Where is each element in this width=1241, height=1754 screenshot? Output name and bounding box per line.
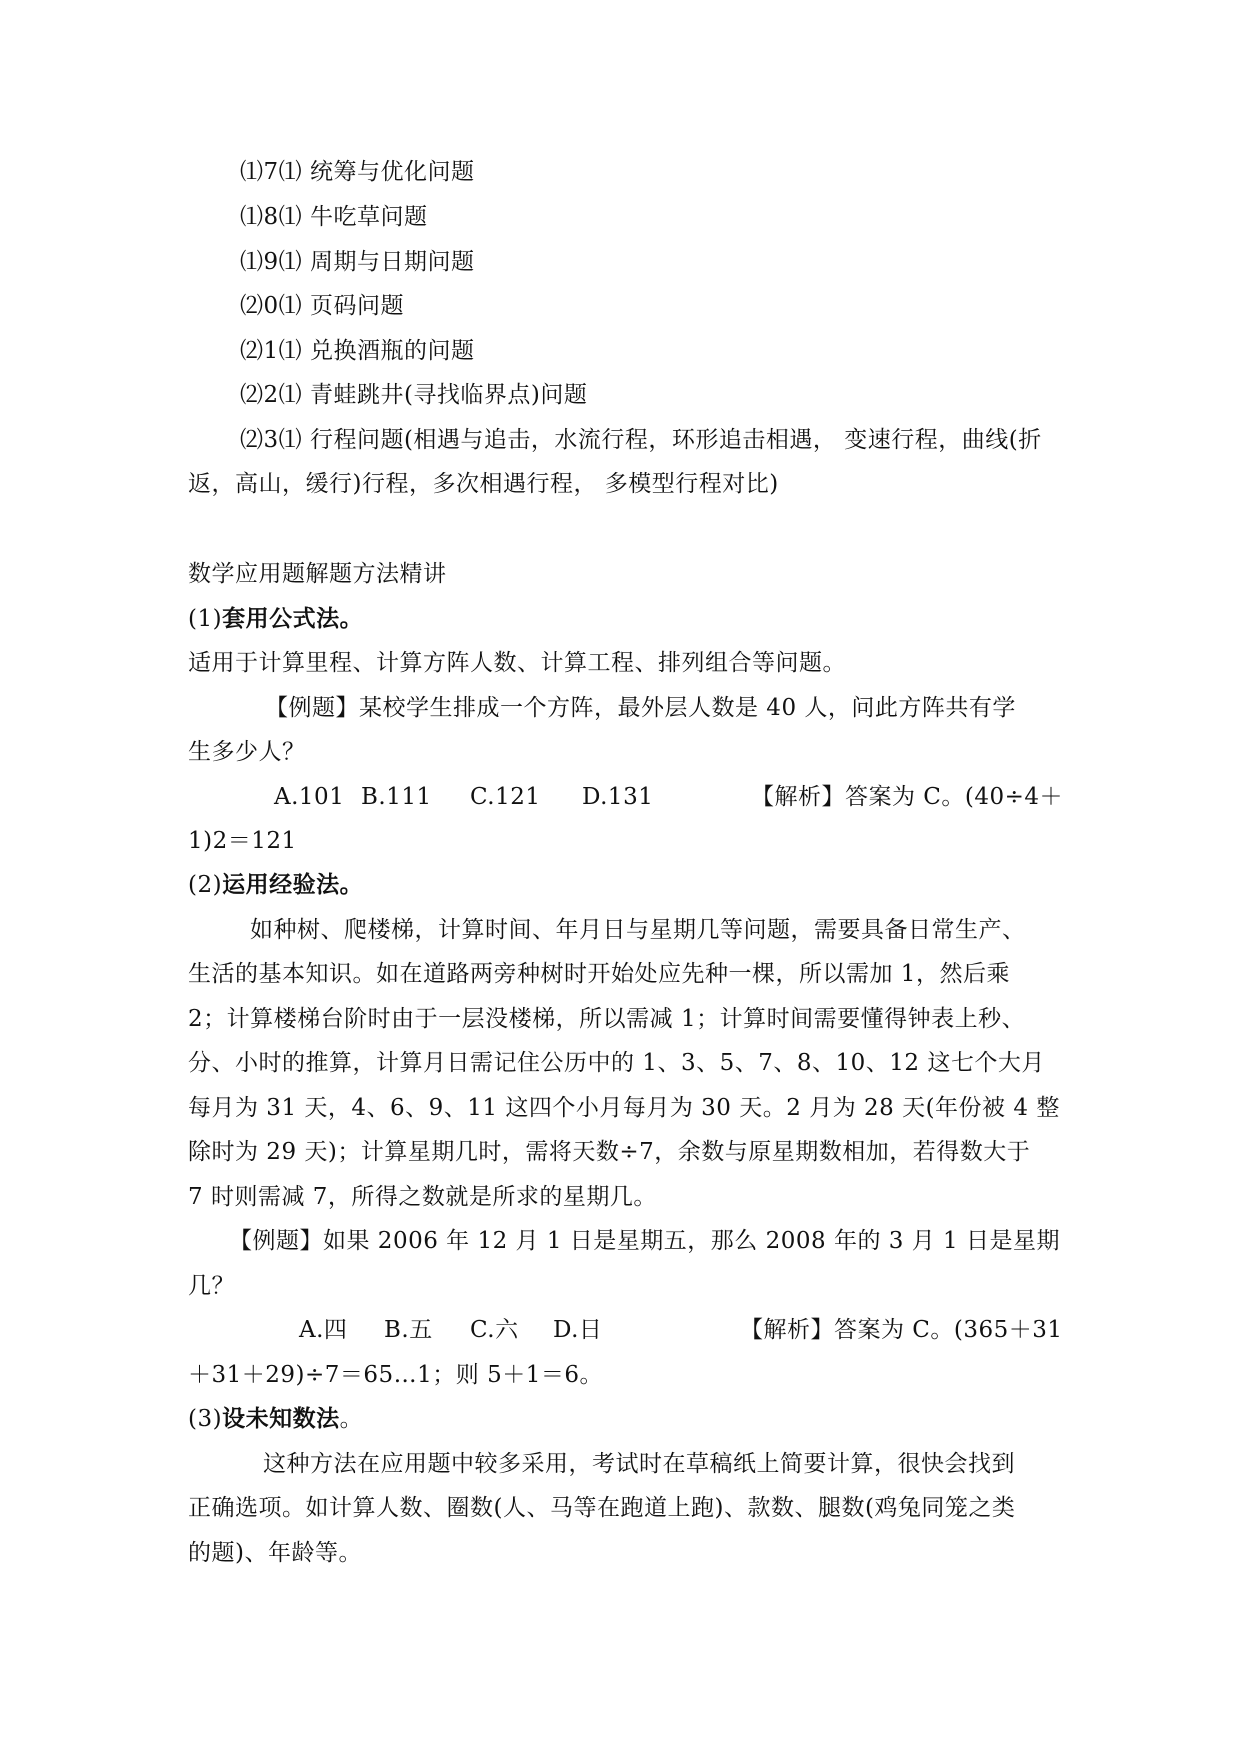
section-title: 数学应用题解题方法精讲: [188, 561, 447, 587]
method-title: 运用经验法。: [222, 871, 364, 898]
topic-item: ⑵0⑴ 页码问题: [240, 293, 404, 319]
topic-item: ⑴9⑴ 周期与日期问题: [240, 249, 475, 275]
paragraph-line: 正确选项。如计算人数、圈数(人、马等在跑道上跑)、款数、腿数(鸡兔同笼之类: [188, 1495, 1016, 1521]
method-number: (1): [188, 606, 223, 632]
analysis: 【解析】答案为 C。(365＋31: [740, 1317, 1063, 1343]
option: B.111: [361, 784, 432, 810]
method-title: 设未知数法: [222, 1405, 340, 1432]
paragraph-line: 分、小时的推算，计算月日需记住公历中的 1、3、5、7、8、10、12 这七个大月: [188, 1050, 1045, 1076]
topic-item: ⑴7⑴ 统筹与优化问题: [240, 159, 475, 185]
paragraph-line: 每月为 31 天，4、6、9、11 这四个小月每月为 30 天。2 月为 28 天(年份被 4 整: [188, 1095, 1060, 1121]
topic-item: ⑵2⑴ 青蛙跳井(寻找临界点)问题: [240, 382, 588, 408]
example-question-continued: 几？: [188, 1273, 235, 1299]
method-heading: [188, 870, 363, 900]
option: C.121: [470, 784, 541, 810]
option: B.五: [384, 1317, 433, 1343]
analysis-continued: 1)2＝121: [188, 828, 297, 854]
method-title-end: 。: [339, 1406, 364, 1432]
example-question: 【例题】某校学生排成一个方阵，最外层人数是 40 人，问此方阵共有学: [265, 695, 1016, 721]
paragraph-line: 的题)、年龄等。: [188, 1540, 362, 1566]
method-description: 适用于计算里程、计算方阵人数、计算工程、排列组合等问题。: [188, 650, 846, 676]
method-number: (2): [188, 872, 223, 898]
analysis-continued: ＋31＋29)÷7＝65…1；则 5＋1＝6。: [188, 1362, 604, 1388]
analysis: 【解析】答案为 C。(40÷4＋: [751, 784, 1064, 810]
topic-item: ⑴8⑴ 牛吃草问题: [240, 204, 428, 230]
method-number: (3): [188, 1406, 223, 1432]
method-heading: [188, 1404, 363, 1434]
method-heading: [188, 604, 363, 634]
paragraph-line: 生活的基本知识。如在道路两旁种树时开始处应先种一棵，所以需加 1，然后乘: [188, 961, 1010, 987]
paragraph-line: 如种树、爬楼梯，计算时间、年月日与星期几等问题，需要具备日常生产、: [250, 917, 1026, 943]
option: A.四: [299, 1317, 348, 1343]
example-question: 【例题】如果 2006 年 12 月 1 日是星期五，那么 2008 年的 3 月 1 日是星期: [229, 1228, 1060, 1254]
topic-item-continued: 返，高山，缓行)行程，多次相遇行程， 多模型行程对比): [188, 471, 779, 497]
topic-item: ⑵1⑴ 兑换酒瓶的问题: [240, 338, 475, 364]
paragraph-line: 2；计算楼梯台阶时由于一层没楼梯，所以需减 1；计算时间需要懂得钟表上秒、: [188, 1006, 1026, 1032]
method-title: 套用公式法。: [222, 605, 364, 632]
paragraph-line: 除时为 29 天)；计算星期几时，需将天数÷7，余数与原星期数相加，若得数大于: [188, 1139, 1031, 1165]
option: D.131: [582, 784, 654, 810]
topic-item: ⑵3⑴ 行程问题(相遇与追击，水流行程，环形追击相遇， 变速行程，曲线(折: [240, 427, 1042, 453]
option: C.六: [470, 1317, 519, 1343]
paragraph-line: 这种方法在应用题中较多采用，考试时在草稿纸上简要计算，很快会找到: [263, 1451, 1015, 1477]
paragraph-line: 7 时则需减 7，所得之数就是所求的星期几。: [188, 1184, 657, 1210]
option: D.日: [553, 1317, 603, 1343]
option: A.101: [274, 784, 345, 810]
example-question-continued: 生多少人？: [188, 739, 306, 765]
